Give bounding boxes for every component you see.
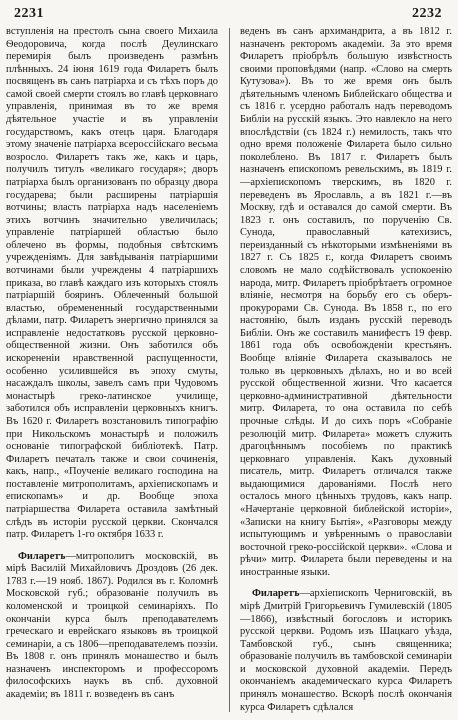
entry-text: —митрополитъ московскій, въ мірѣ Василій Михайловичъ Дроздовъ (26 дек. 1783 г.—19 нояб. 1867). Родился въ г. Коломнѣ Московской губ.; образованіе получилъ въ коломенской и троицкой семинаріяхъ. По окончаніи курса былъ преподавателемъ греческаго и еврейскаго языковъ въ троицкой семинаріи, а съ 1806—преподавателемъ поэзіи. Въ 1808 г. онъ принялъ монашество и былъ назначенъ инспекторомъ и профессоромъ философскихъ наукъ въ спб. духовной академіи; въ 1811 г. возведенъ въ санъ [6, 550, 218, 701]
patriarch-filaret-paragraph: вступленія на престолъ сына своего Михаила Ѳеодоровича, когда послѣ Деулинскаго перемирія былъ произведенъ размѣнъ плѣнныхъ. 24 іюня 1619 года Филаретъ былъ посвященъ въ санъ патріарха и съ тѣхъ поръ до самой своей смерти стоялъ во главѣ церковнаго управленія, принимая въ то же время дѣятельное участіе и въ управленіи государствомъ, какъ отецъ царя. Благодаря этому значеніе патріарха всероссійскаго весьма возросло. Филаретъ такъ же, какъ и царь, получилъ титулъ «великаго государя»; дворъ патріарха былъ организованъ по образцу двора государева; были расширены патріаршія вотчины; власть патріарха надъ населеніемъ этихъ вотчинъ значительно увеличилась; управленіе патріаршей областью было облечено въ формы, подобныя свѣтскимъ учрежденіямъ. Для завѣдыванія патріаршими вотчинами были учреждены 4 патріаршихъ приказа, во главѣ каждаго изъ которыхъ стоялъ патріаршій бояринъ. Облеченный большой властью, обремененный государственными дѣлами, патр. Филаретъ энергично принялся за исправленіе недостатковъ русской церковно-общественной жизни. Онъ заботился объ искорененіи нравственной распущенности, особенно усилившейся въ эпоху смуты, насаждалъ школы, завелъ самъ при Чудовомъ монастырѣ греко-латинское училище, заботился объ исправленіи церковныхъ книгъ. Въ 1620 г. Филаретъ возстановилъ типографію при Никольскомъ монастырѣ и положилъ основаніе типографской библіотекѣ. Патр. Филаретъ печаталъ также и свои сочиненія, какъ, напр., «Поученіе великаго господина на поставленіе митрополитамъ, архіепископамъ и епископамъ» и др. Вообще эпоха патріаршества Филарета оставила замѣтный слѣдъ въ исторіи русской церкви. Скончался патр. Филаретъ 1-го октября 1633 г. [6, 26, 218, 541]
entry-headword: Филаретъ [252, 588, 300, 600]
left-column [6, 26, 218, 716]
entry-metropolitan-filaret [6, 551, 218, 702]
right-column [240, 26, 452, 716]
page-number-right: 2232 [412, 6, 442, 21]
column-divider [229, 28, 230, 712]
entry-archbishop-filaret [240, 588, 452, 714]
entry-text: —архіепископъ Черниговскій, въ мірѣ Дмитрій Григорьевичъ Гумилевскій (1805—1866), извѣстный богословъ и историкъ русской церкви. Родомъ изъ Шацкаго уѣзда, Тамбовской губ., сынъ священника; образованіе получилъ въ тамбовской семинаріи и московской духовной академіи. Передъ окончаніемъ академическаго курса Филаретъ принялъ монашество. Вскорѣ послѣ окончанія курса Филаретъ сдѣлался [240, 588, 452, 713]
page-number-left: 2231 [14, 6, 44, 21]
metropolitan-filaret-continuation: веденъ въ санъ архимандрита, а въ 1812 г. назначенъ ректоромъ академіи. За это время Филаретъ пріобрѣлъ большую извѣстность своими проповѣдями (напр. «Слово на смерть Кутузова»). Въ то же время онъ былъ дѣятельнымъ членомъ Библейскаго общества и съ 1816 г. усердно работалъ надъ переводомъ Библіи на русскій языкъ. Это навлекло на него впослѣдствіи (съ 1824 г.) немилость, такъ что одно время положеніе Филарета было сильно поколеблено. Въ 1817 г. Филаретъ былъ назначенъ епископомъ ревельскимъ, въ 1819 г.—архіепископомъ тверскимъ, въ 1820 г. переведенъ въ Ярославль, а въ 1821 г.—въ Москву, гдѣ и оставался до самой смерти. Въ 1823 г. онъ составилъ, по порученію Св. Сунода, православный катехизисъ, переизданный съ нѣкоторыми измѣненіями въ 1827 г. Съ 1825 г., когда Филаретъ своимъ словомъ не мало содѣйствовалъ успокоенію народа, митр. Филаретъ пріобрѣтаетъ огромное вліяніе, несмотря на борьбу его съ оберъ-прокурорами Св. Сунода. Въ 1858 г., по его настоянію, былъ изданъ русскій переводъ Библіи. Онъ же составилъ манифестъ 19 февр. 1861 года объ освобожденіи крестьянъ. Вообще вліяніе Филарета сказывалось не только въ церковныхъ дѣлахъ, но и во всей русской общественной жизни. Что касается церковно-административной дѣятельности митр. Филарета, то она оставила по себѣ прочные слѣды. И до сихъ поръ «Собраніе резолюцій митр. Филарета» можетъ служить драгоцѣннымъ пособіемъ по практикѣ церковнаго управленія. Какъ духовный писатель, митр. Филаретъ отличался также выдающимися дарованіями. Послѣ него осталось много цѣнныхъ трудовъ, какъ напр. «Начертаніе церковной библейской исторіи», «Записки на книгу Бытія», «Разговоры между испытующимъ и увѣреннымъ о православіи восточной греко-россійской церкви». «Слова и рѣчи» митр. Филарета были переведены и на иностранные языки. [240, 26, 452, 578]
entry-headword: Филаретъ [18, 550, 66, 562]
